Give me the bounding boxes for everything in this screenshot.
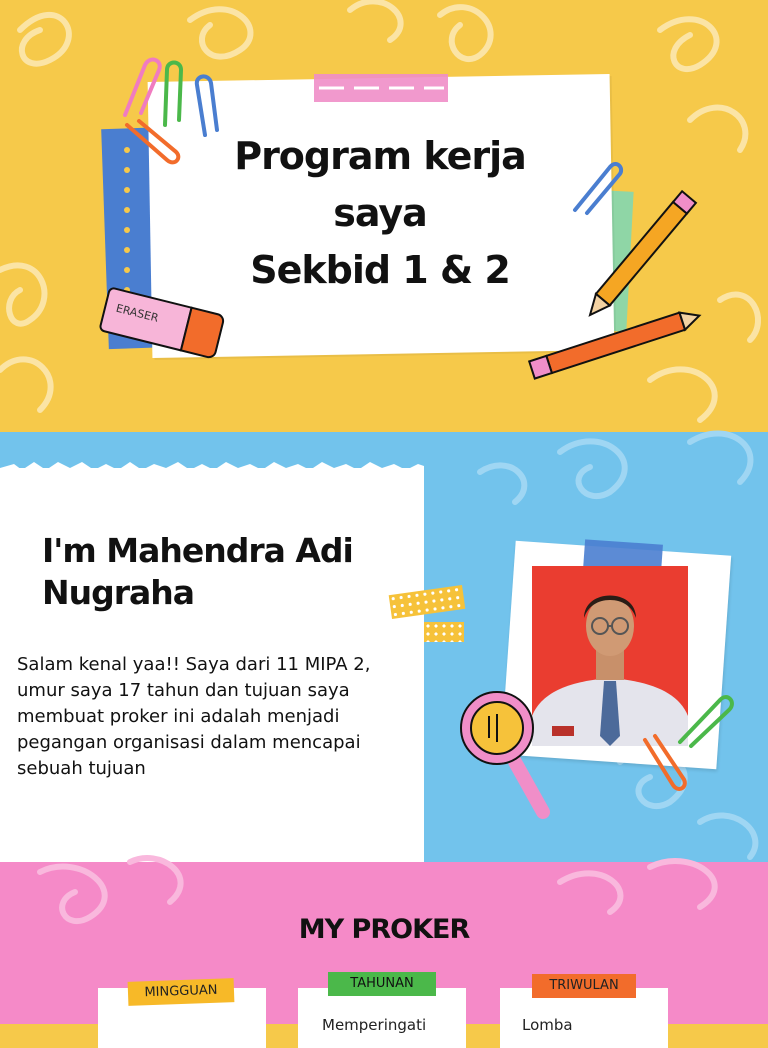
paperclip-icons [105, 55, 245, 175]
washi-tape [314, 74, 448, 102]
title-line-2: saya [333, 191, 427, 235]
profile-name: I'm Mahendra Adi Nugraha [42, 531, 353, 612]
tag-mingguan: MINGGUAN [128, 978, 235, 1006]
title-line-1: Program kerja [234, 134, 526, 178]
eraser-label: ERASER [114, 301, 160, 325]
yellow-tape-2 [424, 622, 464, 642]
paperclip-icons-2 [625, 680, 735, 800]
proker-heading: MY PROKER [298, 914, 470, 945]
magnifier-icon [455, 686, 565, 826]
tag-triwulan: TRIWULAN [532, 974, 636, 998]
card-text-tahunan: Memperingati [322, 1016, 427, 1034]
tag-tahunan: TAHUNAN [328, 972, 436, 996]
card-text-triwulan: Lomba [522, 1016, 573, 1034]
torn-edge [0, 456, 424, 486]
profile-bio: Salam kenal yaa!! Saya dari 11 MIPA 2, umur saya 17 tahun dan tujuan saya membuat proker ini adalah menjadi pegangan organisasi dalam mencapai sebuah tujuan [17, 654, 371, 779]
pencil-icon-2 [520, 300, 710, 390]
title-section [0, 0, 768, 432]
title-line-3: Sekbid 1 & 2 [250, 248, 510, 292]
